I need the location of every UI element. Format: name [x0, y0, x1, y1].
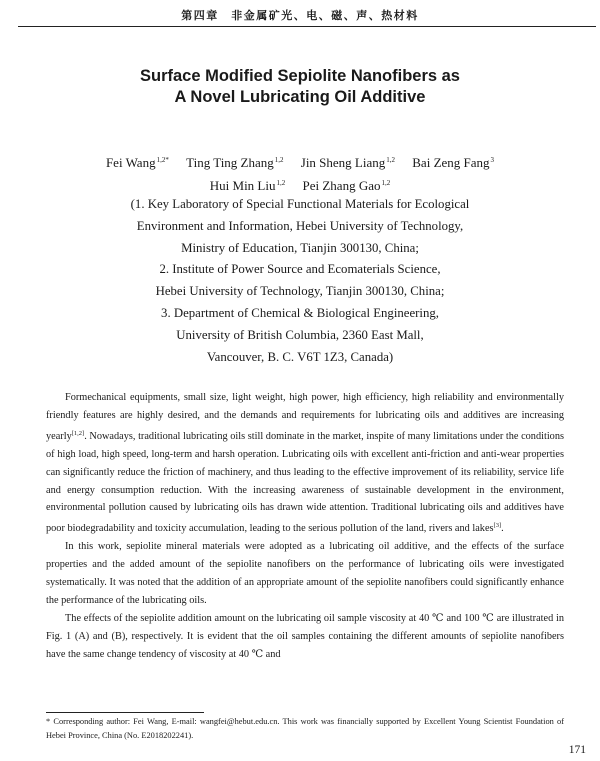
paragraph-this-work: In this work, sepiolite mineral materials were adopted as a lubricating oil additive, and the effects of the surface properties and the added amount of the sepiolite nanofibers on the performance of lubricating oils were investigated systematically. It was noted that the addition of an appropriate amount of the sepiolite nanofibers could significantly enhance the performance of the lubricating oils. — [46, 541, 564, 606]
paragraph-text: Formechanical equipments, small size, light weight, high power, high efficiency, high reliability and environmentally friendly features are highly desired, and the demands and requirements for lubricating oils and additives are increasing yearly — [46, 392, 564, 442]
author-name: Jin Sheng Liang — [300, 155, 386, 170]
author — [412, 155, 494, 170]
affiliation-list — [0, 194, 600, 368]
title-line-1: Surface Modified Sepiolite Nanofibers as — [140, 67, 460, 85]
affiliation-line: (1. Key Laboratory of Special Functional Materials for Ecological — [130, 197, 470, 211]
affiliation-line: University of British Columbia, 2360 East Mall, — [176, 327, 424, 342]
author — [303, 178, 391, 193]
paragraph-text: . — [501, 523, 504, 535]
page-number: 171 — [568, 744, 586, 756]
body-text — [46, 389, 564, 664]
paragraph-introduction — [46, 389, 564, 538]
author-affiliation-mark: 1,2 — [276, 179, 286, 187]
affiliation-line: 2. Institute of Power Source and Ecomaterials Science, — [159, 262, 441, 277]
author-affiliation-mark: 1,2 — [386, 156, 396, 164]
footnote-rule — [46, 712, 204, 713]
author-name: Pei Zhang Gao — [302, 178, 381, 193]
author-line-2 — [0, 173, 600, 196]
paper-title — [0, 66, 600, 108]
affiliation-line: Ministry of Education, Tianjin 300130, China; — [181, 240, 419, 255]
author-name: Fei Wang — [105, 155, 156, 170]
author — [106, 155, 169, 170]
author-affiliation-mark: 1,2 — [274, 156, 284, 164]
author-name: Hui Min Liu — [209, 178, 276, 193]
author — [301, 155, 395, 170]
author-name: Bai Zeng Fang — [412, 155, 490, 170]
paragraph-viscosity: The effects of the sepiolite addition amount on the lubricating oil sample viscosity at 40 ℃ and 100 ℃ are illustrated in Fig. 1 (A) and (B), respectively. It is evident that the oil samples containing the different amounts of sepiolite nanofibers have the same change tendency of viscosity at 40 ℃ and — [46, 612, 564, 660]
footnote: * Corresponding author: Fei Wang, E-mail: wangfei@hebut.edu.cn. This work was financially supported by Excellent Young Scientist Foundation of Hebei Province, China (No. E2018202241). — [46, 717, 564, 740]
author — [210, 178, 285, 193]
author-affiliation-mark: 1,2 — [381, 179, 391, 187]
author-list — [0, 150, 600, 196]
author-name: Ting Ting Zhang — [186, 155, 274, 170]
title-line-2: A Novel Lubricating Oil Additive — [174, 88, 426, 106]
author-affiliation-mark: 1,2* — [156, 156, 169, 164]
header-rule — [18, 26, 596, 27]
running-header: 第四章 非金属矿光、电、磁、声、热材料 — [181, 9, 419, 22]
citation-marker: [1,2] — [71, 429, 85, 437]
affiliation-line: 3. Department of Chemical & Biological Engineering, — [161, 305, 439, 320]
author-line-1 — [0, 150, 600, 173]
paragraph-text: . Nowadays, traditional lubricating oils still dominate in the market, inspite of many limitations under the conditions of high load, high speed, long-term and harsh operation. Lubricating oils with excellent anti-friction and anti-wear properties can significantly reduce the friction of machinery, and thus leading to the effective improvement of its reliability, service life and energy consumption reduction. With the increasing awareness of sustainable development in the environment, environmental pollution caused by lubricating oils has drawn wide attention. Traditional lubricating oils and additives have poor biodegradability and toxicity accumulation, leading to the serious pollution of the land, rivers and lakes — [46, 430, 564, 535]
affiliation-line: Hebei University of Technology, Tianjin 300130, China; — [155, 284, 445, 299]
author — [186, 155, 283, 170]
affiliation-line: Vancouver, B. C. V6T 1Z3, Canada) — [206, 349, 394, 364]
citation-marker: [3] — [493, 522, 502, 530]
affiliation-line: Environment and Information, Hebei University of Technology, — [136, 218, 464, 233]
author-affiliation-mark: 3 — [490, 156, 495, 164]
